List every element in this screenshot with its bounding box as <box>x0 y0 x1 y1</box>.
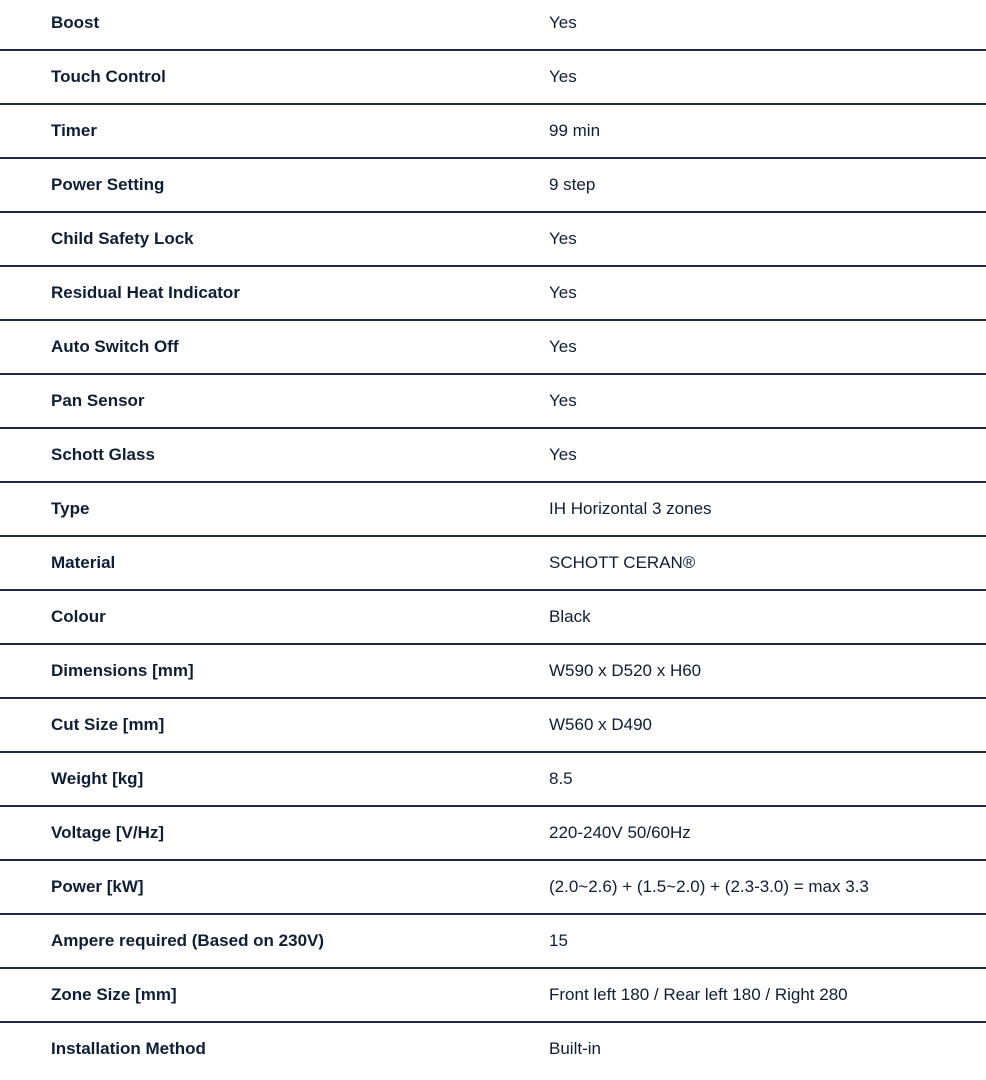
spec-row-timer <box>0 105 986 159</box>
spec-row-voltage <box>0 807 986 861</box>
spec-value: W560 x D490 <box>549 715 652 734</box>
spec-label: Voltage [V/Hz] <box>51 823 165 842</box>
spec-label: Ampere required (Based on 230V) <box>51 931 325 950</box>
spec-row-touch-control <box>0 51 986 105</box>
spec-value: SCHOTT CERAN® <box>549 553 696 572</box>
spec-label: Residual Heat Indicator <box>51 283 240 302</box>
spec-row-child-safety-lock <box>0 213 986 267</box>
spec-row-boost <box>0 0 986 51</box>
spec-value: Yes <box>549 337 577 356</box>
spec-label: Pan Sensor <box>51 391 145 410</box>
spec-value: 15 <box>549 931 568 950</box>
spec-label: Zone Size [mm] <box>51 985 177 1004</box>
spec-row-pan-sensor <box>0 375 986 429</box>
spec-row-installation-method <box>0 1023 986 1075</box>
spec-row-colour <box>0 591 986 645</box>
spec-value: Yes <box>549 229 577 248</box>
spec-row-residual-heat-indicator <box>0 267 986 321</box>
spec-label: Installation Method <box>51 1039 206 1058</box>
spec-label: Weight [kg] <box>51 769 144 788</box>
spec-label: Power [kW] <box>51 877 144 896</box>
spec-value: Yes <box>549 445 577 464</box>
spec-value: W590 x D520 x H60 <box>549 661 702 680</box>
spec-label: Touch Control <box>51 67 166 86</box>
spec-value: Yes <box>549 283 577 302</box>
spec-value: 8.5 <box>549 769 573 788</box>
spec-label: Timer <box>51 121 97 140</box>
spec-row-type <box>0 483 986 537</box>
spec-value: Yes <box>549 13 577 32</box>
spec-label: Boost <box>51 13 100 32</box>
spec-row-auto-switch-off <box>0 321 986 375</box>
spec-row-ampere-required <box>0 915 986 969</box>
spec-label: Type <box>51 499 90 518</box>
spec-row-zone-size <box>0 969 986 1023</box>
spec-label: Material <box>51 553 116 572</box>
spec-value: 9 step <box>549 175 596 194</box>
spec-row-dimensions <box>0 645 986 699</box>
spec-value: Built-in <box>549 1039 601 1058</box>
spec-value: Black <box>549 607 591 626</box>
spec-label: Auto Switch Off <box>51 337 179 356</box>
spec-label: Colour <box>51 607 106 626</box>
spec-value: 220-240V 50/60Hz <box>549 823 691 842</box>
spec-value: Front left 180 / Rear left 180 / Right 280 <box>549 985 848 1004</box>
spec-label: Schott Glass <box>51 445 155 464</box>
spec-value: Yes <box>549 67 577 86</box>
spec-value: 99 min <box>549 121 601 140</box>
spec-row-material <box>0 537 986 591</box>
spec-label: Cut Size [mm] <box>51 715 165 734</box>
spec-row-cut-size <box>0 699 986 753</box>
spec-row-power-setting <box>0 159 986 213</box>
spec-label: Power Setting <box>51 175 165 194</box>
spec-row-power <box>0 861 986 915</box>
spec-label: Dimensions [mm] <box>51 661 194 680</box>
spec-row-schott-glass <box>0 429 986 483</box>
spec-value: IH Horizontal 3 zones <box>549 499 712 518</box>
spec-label: Child Safety Lock <box>51 229 194 248</box>
spec-value: Yes <box>549 391 577 410</box>
spec-value: (2.0~2.6) + (1.5~2.0) + (2.3-3.0) = max 3.3 <box>549 877 869 896</box>
spec-row-weight <box>0 753 986 807</box>
